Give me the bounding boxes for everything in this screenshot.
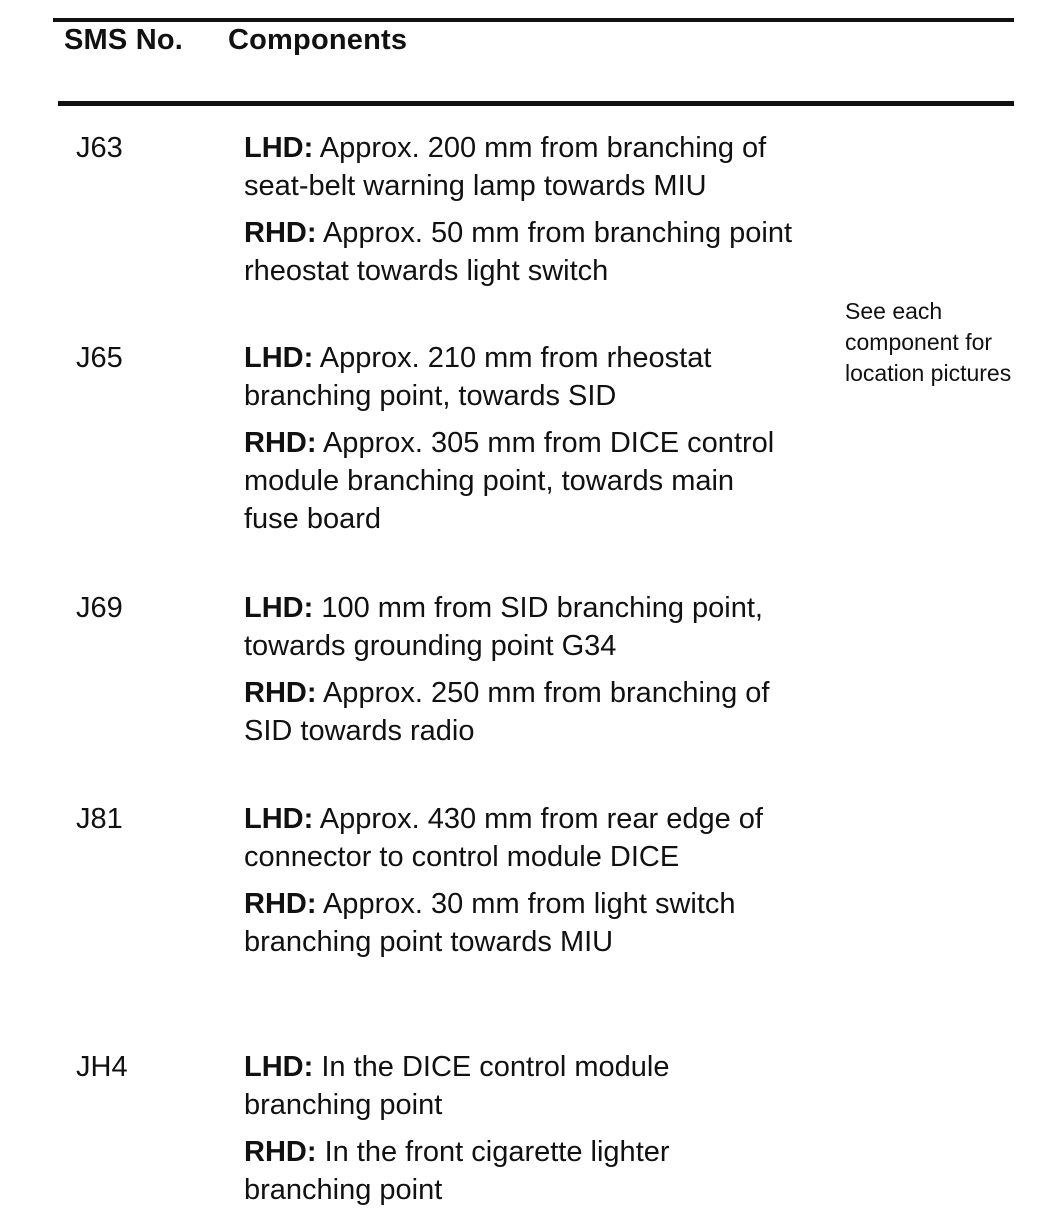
rhd-label: RHD: bbox=[244, 677, 317, 709]
lhd-description: LHD: Approx. 200 mm from branching of seat-belt warning lamp towards MIU bbox=[244, 132, 767, 202]
rhd-label: RHD: bbox=[244, 888, 317, 920]
component-entry bbox=[244, 800, 884, 970]
rhd-label: RHD: bbox=[244, 427, 317, 459]
header-rule bbox=[58, 101, 1014, 106]
rhd-description: RHD: In the front cigarette lighter branching point bbox=[244, 1136, 670, 1206]
side-note-line: location pictures bbox=[845, 360, 1012, 386]
lhd-description: LHD: 100 mm from SID branching point, towards grounding point G34 bbox=[244, 592, 763, 662]
component-entry bbox=[244, 129, 884, 299]
rhd-description: RHD: Approx. 30 mm from light switch branching point towards MIU bbox=[244, 888, 736, 958]
sms-number: J63 bbox=[76, 132, 123, 164]
header-components: Components bbox=[228, 24, 408, 56]
lhd-label: LHD: bbox=[244, 132, 314, 164]
header-sms-no: SMS No. bbox=[64, 24, 184, 56]
top-rule bbox=[53, 18, 1014, 22]
rhd-label: RHD: bbox=[244, 217, 317, 249]
component-entry bbox=[244, 589, 884, 759]
lhd-label: LHD: bbox=[244, 1051, 314, 1083]
lhd-label: LHD: bbox=[244, 342, 314, 374]
component-entry bbox=[244, 339, 884, 547]
rhd-label: RHD: bbox=[244, 1136, 317, 1168]
lhd-description: LHD: In the DICE control module branching point bbox=[244, 1051, 670, 1121]
side-note-line: See each bbox=[845, 298, 943, 324]
lhd-label: LHD: bbox=[244, 592, 314, 624]
lhd-description: LHD: Approx. 430 mm from rear edge of connector to control module DICE bbox=[244, 803, 763, 873]
component-entry bbox=[244, 1048, 884, 1218]
sms-number: J69 bbox=[76, 592, 123, 624]
lhd-description: LHD: Approx. 210 mm from rheostat branching point, towards SID bbox=[244, 342, 712, 412]
rhd-description: RHD: Approx. 250 mm from branching of SID towards radio bbox=[244, 677, 770, 747]
sms-number: JH4 bbox=[76, 1051, 128, 1083]
sms-number: J65 bbox=[76, 342, 123, 374]
lhd-label: LHD: bbox=[244, 803, 314, 835]
rhd-description: RHD: Approx. 305 mm from DICE control module branching point, towards main fuse board bbox=[244, 427, 775, 535]
side-note-line: component for bbox=[845, 329, 993, 355]
sms-number: J81 bbox=[76, 803, 123, 835]
rhd-description: RHD: Approx. 50 mm from branching point rheostat towards light switch bbox=[244, 217, 793, 287]
